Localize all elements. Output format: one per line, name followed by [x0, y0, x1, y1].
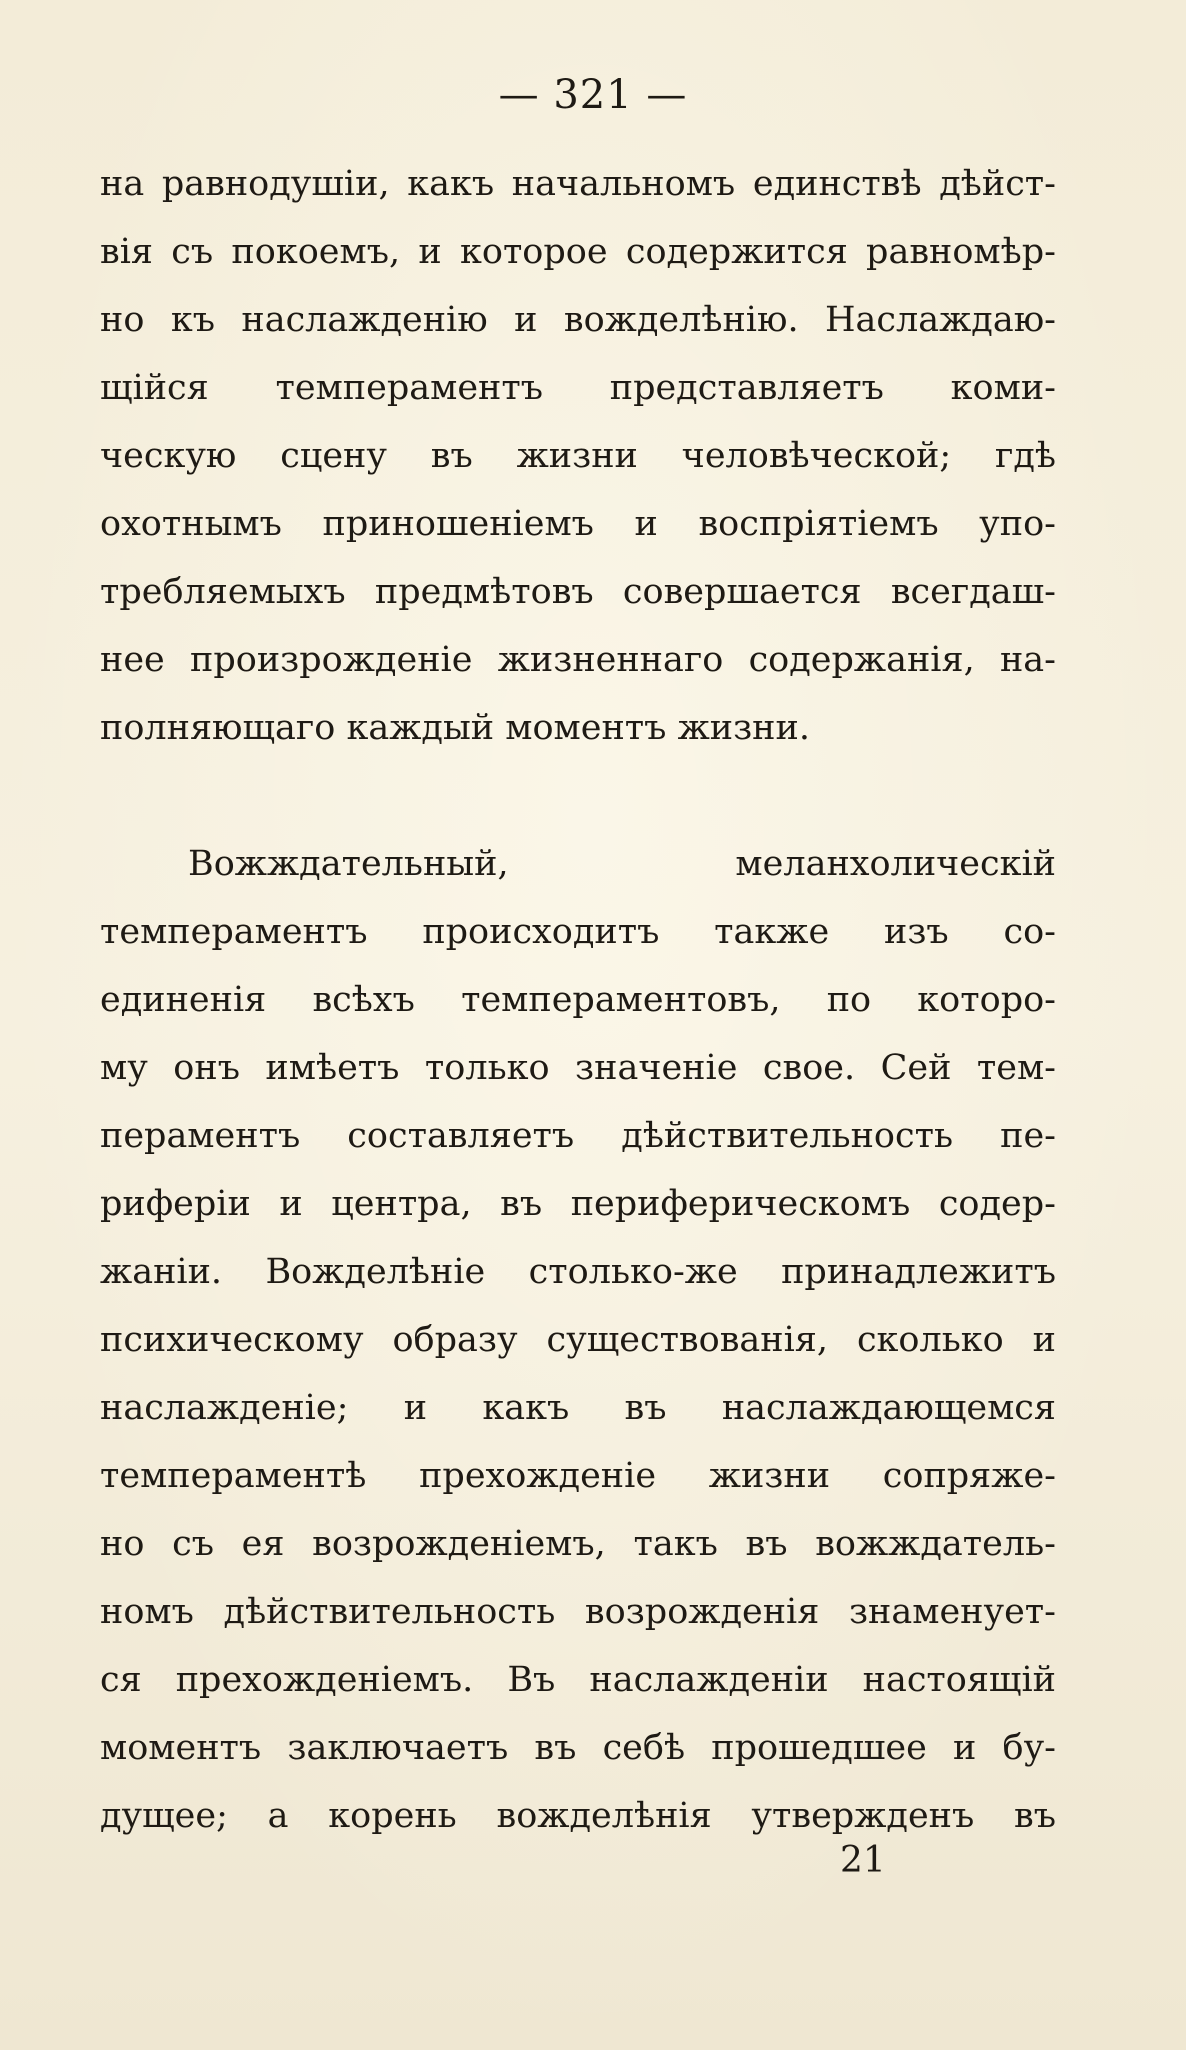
text-line: щійся темпераментъ представляетъ коми- [100, 368, 1056, 408]
text-line: риферіи и центра, въ периферическомъ содер- [100, 1184, 1056, 1224]
paragraph-2 [100, 830, 1056, 1850]
text-line: но къ наслажденію и вожделѣнію. Наслаждаю- [100, 300, 1056, 340]
text-line: му онъ имѣетъ только значеніе свое. Сей тем- [100, 1048, 1056, 1088]
text-line: но съ ея возрожденіемъ, такъ въ вожждатель- [100, 1524, 1056, 1564]
text-line: Вожждательный, меланхолическій [188, 844, 1056, 884]
paragraph-1 [100, 150, 1056, 762]
text-line: темпераментѣ прехожденіе жизни сопряже- [100, 1456, 1056, 1496]
text-line: ся прехожденіемъ. Въ наслажденіи настоящій [100, 1660, 1056, 1700]
text-line: моментъ заключаетъ въ себѣ прошедшее и бу- [100, 1728, 1056, 1768]
text-line: на равнодушіи, какъ начальномъ единствѣ дѣйст- [100, 164, 1056, 204]
text-line: наслажденіе; и какъ въ наслаждающемся [100, 1388, 1056, 1428]
text-line: номъ дѣйствительность возрожденія знаменует- [100, 1592, 1056, 1632]
text-line: жаніи. Вожделѣніе столько-же принадлежитъ [100, 1252, 1056, 1292]
text-line: темпераментъ происходитъ также изъ со- [100, 912, 1056, 952]
text-line: охотнымъ приношеніемъ и воспріятіемъ упо- [100, 504, 1056, 544]
text-line: нее произрожденіе жизненнаго содержанія, на- [100, 640, 1056, 680]
text-line: вія съ покоемъ, и которое содержится равномѣр- [100, 232, 1056, 272]
signature-mark: 21 [840, 1840, 886, 1881]
text-line: требляемыхъ предмѣтовъ совершается всегдаш- [100, 572, 1056, 612]
text-line: единенія всѣхъ темпераментовъ, по которо- [100, 980, 1056, 1020]
text-line: психическому образу существованія, сколько и [100, 1320, 1056, 1360]
text-line: полняющаго каждый моментъ жизни. [100, 708, 810, 748]
text-line: пераментъ составляетъ дѣйствительность пе- [100, 1116, 1056, 1156]
text-line: ческую сцену въ жизни человѣческой; гдѣ [100, 436, 1056, 476]
text-line: дущее; а корень вожделѣнія утвержденъ въ [100, 1796, 1056, 1836]
page-number-header: — 321 — [498, 72, 688, 118]
